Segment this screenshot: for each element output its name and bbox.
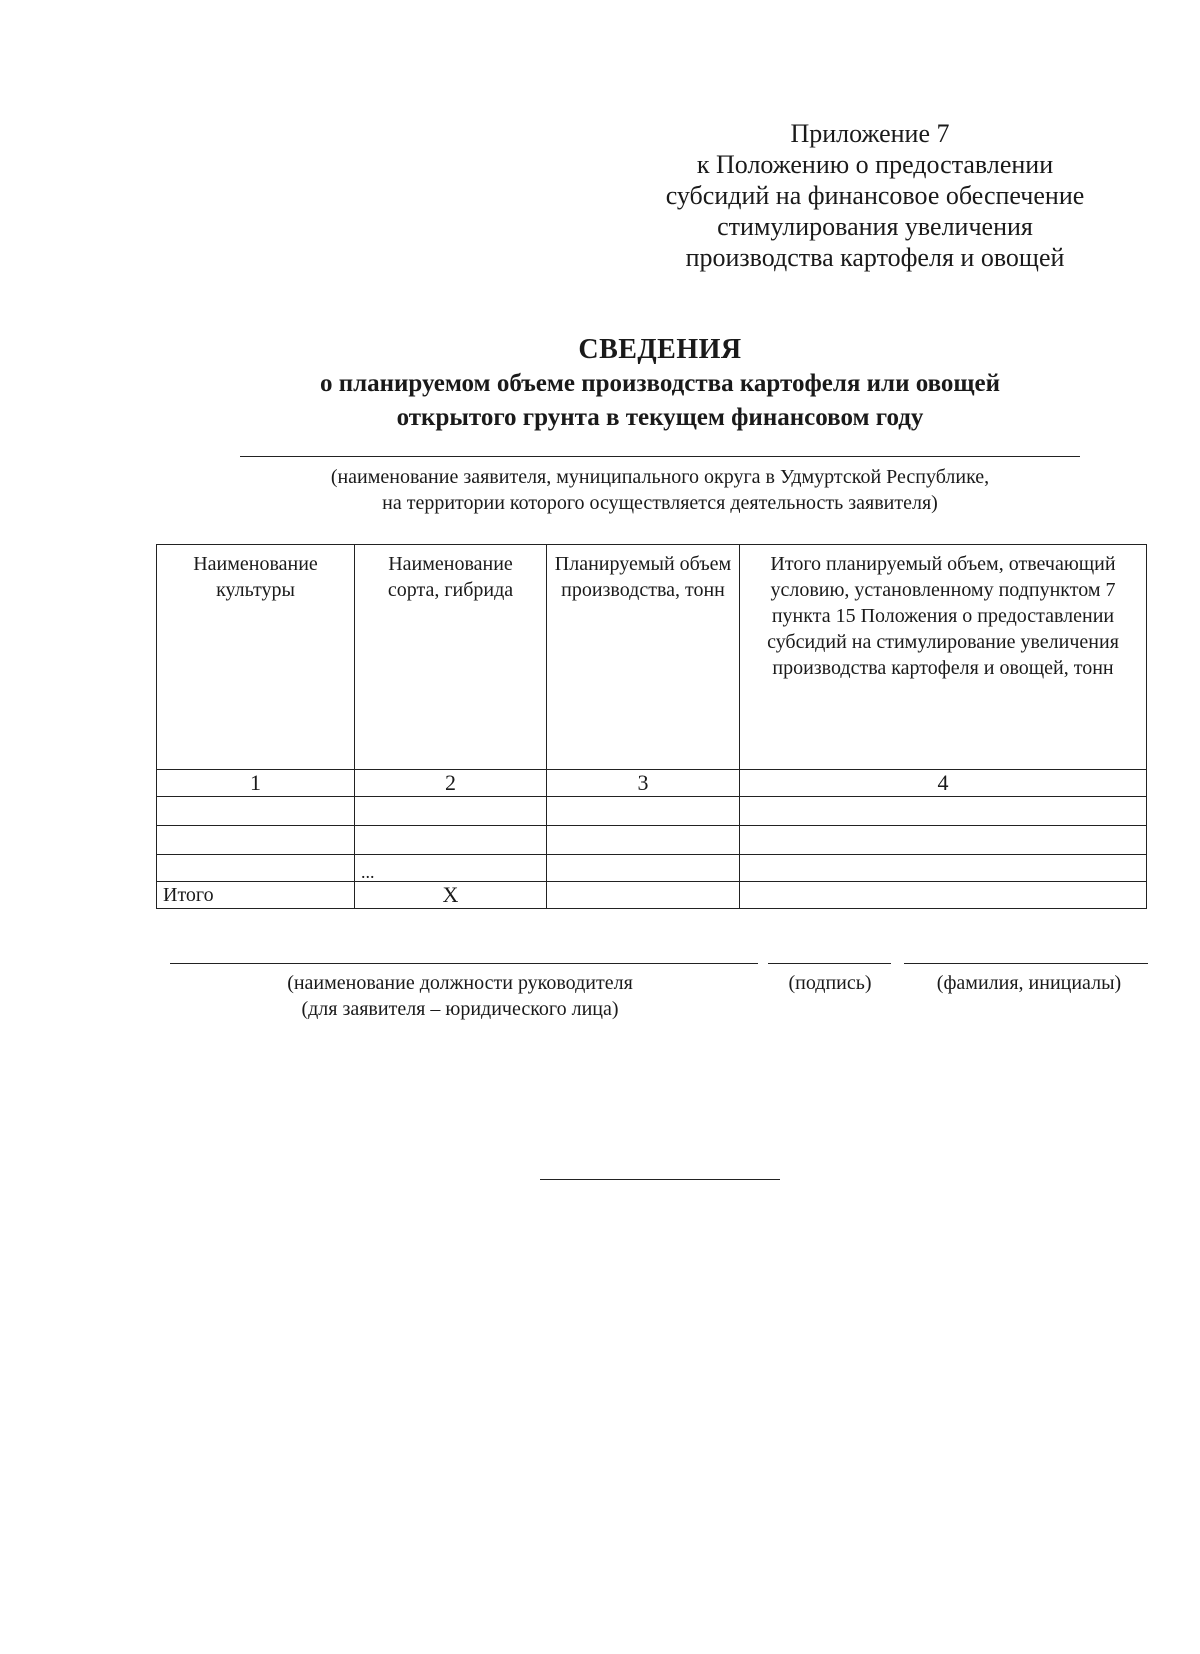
column-number-row [157,770,1147,797]
table-cell [355,797,547,826]
document-heading [160,333,1160,435]
header-total-planned-volume: Итого планируемый объем, отвечающий условию, установленному подпунктом 7 пункта 15 Положения о предоставлении субсидий на стимулирование увеличения производства картофеля и овощей, тонн [740,545,1147,770]
table-cell [157,797,355,826]
annex-line: к Положению о предоставлении [696,150,1054,179]
table-cell [157,826,355,855]
name-caption: (фамилия, инициалы) [936,972,1122,994]
document-subtitle: открытого грунта в текущем финансовом году [396,404,924,431]
applicant-caption [190,464,1130,516]
applicant-name-line [240,456,1080,457]
column-number: 2 [355,770,547,797]
annex-block [640,118,1110,273]
total-row [157,882,1147,909]
ellipsis-cell [355,855,547,882]
header-planned-volume: Планируемый объем производства, тонн [547,545,740,770]
signature-line [768,963,891,964]
table-cell [740,855,1147,882]
table-cell [547,797,740,826]
annex-line: производства картофеля и овощей [685,243,1065,272]
position-caption-line: (для заявителя – юридического лица) [301,998,619,1020]
document-title: СВЕДЕНИЯ [578,334,742,365]
ellipsis-text: ... [361,862,375,882]
total-planned-volume-cell [547,882,740,909]
column-number: 3 [547,770,740,797]
position-signature-line [170,963,758,964]
total-qualifying-volume-cell [740,882,1147,909]
applicant-caption-line: на территории которого осуществляется деятельность заявителя) [382,492,938,514]
total-label: Итого [157,882,355,909]
annex-line: субсидий на финансовое обеспечение [665,181,1085,210]
annex-line: стимулирования увеличения [717,212,1033,241]
annex-title: Приложение 7 [790,119,950,148]
header-crop-name: Наименование культуры [157,545,355,770]
applicant-caption-line: (наименование заявителя, муниципального округа в Удмуртской Республике, [330,466,990,488]
total-x-mark: Х [355,882,547,909]
column-number: 1 [157,770,355,797]
table-cell [547,826,740,855]
signature-caption: (подпись) [788,972,872,994]
table-row [157,826,1147,855]
document-subtitle: о планируемом объеме производства картофеля или овощей [319,370,1001,397]
production-table [156,544,1147,909]
position-caption [215,970,705,1022]
table-row [157,855,1147,882]
column-number: 4 [740,770,1147,797]
name-line [904,963,1148,964]
table-cell [547,855,740,882]
table-cell [355,826,547,855]
table-header-row [157,545,1147,770]
table-cell [740,797,1147,826]
position-caption-line: (наименование должности руководителя [287,972,633,994]
table-cell [157,855,355,882]
table-cell [740,826,1147,855]
closing-line [540,1179,780,1180]
header-variety-name: Наименование сорта, гибрида [355,545,547,770]
table-row [157,797,1147,826]
